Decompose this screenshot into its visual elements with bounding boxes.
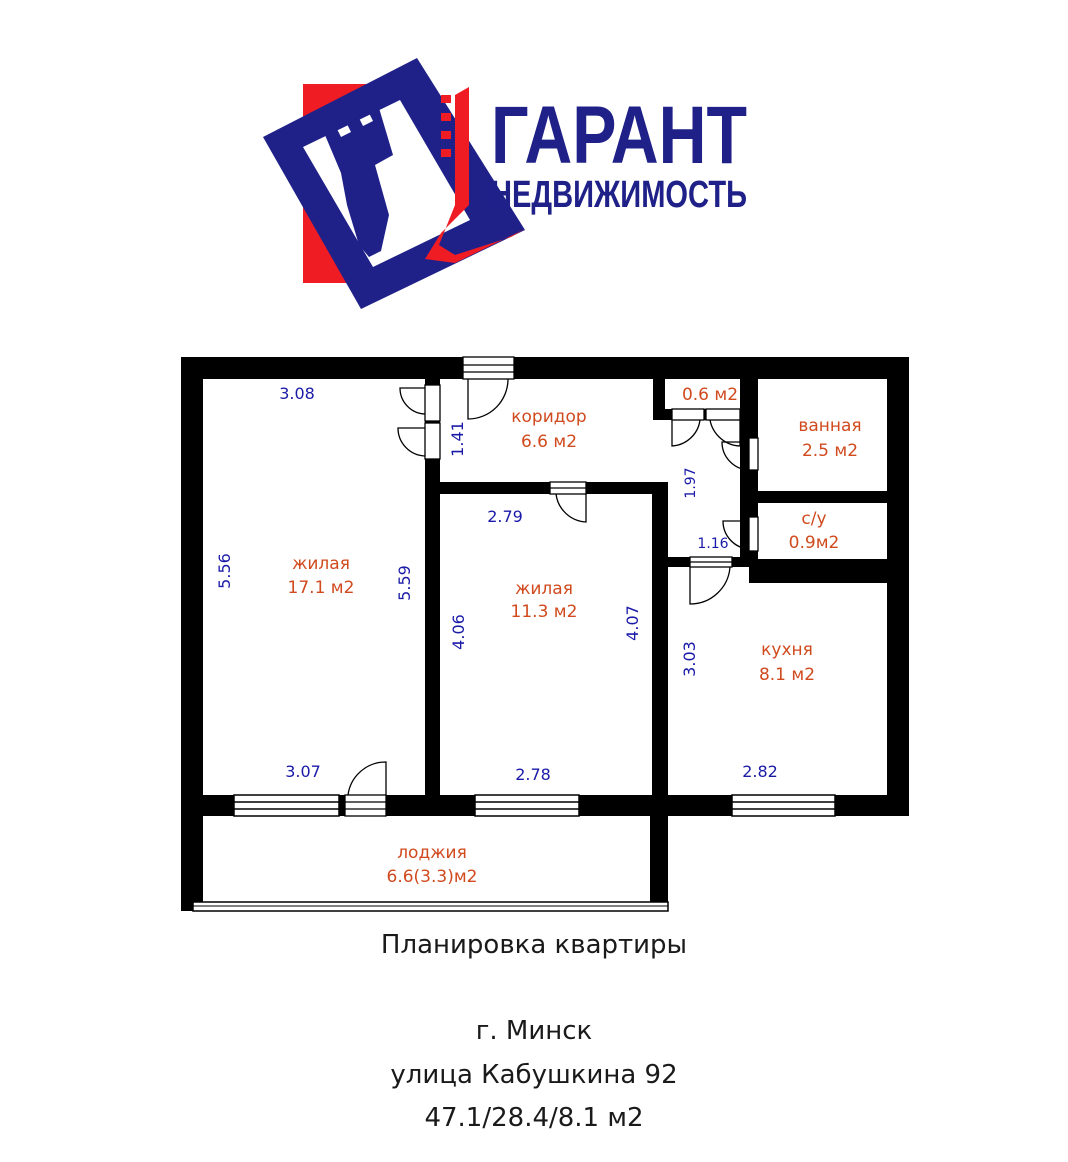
door-living2 bbox=[550, 482, 586, 522]
room-storage bbox=[682, 385, 738, 405]
room-corridor bbox=[511, 407, 586, 452]
room-loggia bbox=[387, 843, 478, 887]
dim-living1-left: 5.56 bbox=[215, 553, 234, 589]
address-city: г. Минск bbox=[475, 1016, 593, 1046]
dim-living2-bottom: 2.78 bbox=[515, 765, 551, 784]
room-living2 bbox=[511, 579, 578, 622]
dim-living1-top: 3.08 bbox=[279, 384, 315, 403]
door-entrance bbox=[463, 357, 514, 419]
dim-hall-height: 1.97 bbox=[683, 467, 699, 499]
plan-title: Планировка квартиры bbox=[380, 930, 688, 960]
room-living1 bbox=[288, 554, 355, 598]
address-street: улица Кабушкина 92 bbox=[390, 1060, 678, 1090]
room-area: 6.6 м2 bbox=[520, 432, 578, 452]
room-name: коридор bbox=[511, 407, 587, 427]
dim-living1-right: 5.59 bbox=[395, 565, 414, 601]
room-name: ванная bbox=[798, 416, 862, 436]
room-area: 2.5 м2 bbox=[801, 441, 859, 461]
loggia-railing bbox=[193, 902, 668, 911]
door-loggia bbox=[345, 762, 386, 816]
dim-living1-bottom: 3.07 bbox=[285, 762, 321, 781]
window-living2 bbox=[475, 795, 579, 816]
brand-tagline: НЕДВИЖИМОСТЬ bbox=[491, 174, 747, 216]
windows bbox=[234, 795, 835, 816]
door-living1-upper bbox=[400, 385, 440, 421]
window-kitchen bbox=[732, 795, 835, 816]
dim-kitchen-bottom: 2.82 bbox=[742, 762, 778, 781]
brand-name: ГАРАНТ bbox=[491, 90, 747, 181]
door-kitchen bbox=[690, 557, 732, 604]
dim-living2-right: 4.07 bbox=[623, 605, 642, 641]
room-wc bbox=[789, 509, 840, 553]
dim-kitchen-left: 3.03 bbox=[680, 641, 699, 677]
dim-hall-width: 1.16 bbox=[697, 536, 729, 552]
room-name: жилая bbox=[292, 554, 350, 574]
dim-living2-top: 2.79 bbox=[487, 507, 523, 526]
door-bath-left bbox=[706, 409, 740, 446]
room-bath bbox=[798, 416, 861, 461]
room-name: жилая bbox=[515, 579, 573, 599]
dim-living2-left: 4.06 bbox=[449, 614, 468, 650]
dim-corridor-height: 1.41 bbox=[448, 421, 467, 457]
room-area: 0.6 м2 bbox=[681, 385, 739, 405]
room-kitchen bbox=[759, 640, 815, 685]
window-living1 bbox=[234, 795, 339, 816]
door-living1-lower bbox=[398, 423, 440, 459]
room-area: 0.9м2 bbox=[788, 533, 840, 553]
room-name: лоджия bbox=[397, 843, 467, 863]
room-area: 17.1 м2 bbox=[287, 578, 355, 598]
room-area: 6.6(3.3)м2 bbox=[386, 867, 478, 887]
room-area: 8.1 м2 bbox=[758, 665, 816, 685]
door-storage bbox=[672, 409, 704, 446]
room-name: с/у bbox=[801, 509, 827, 529]
room-area: 11.3 м2 bbox=[510, 602, 578, 622]
room-name: кухня bbox=[761, 640, 813, 660]
area-summary: 47.1/28.4/8.1 м2 bbox=[424, 1103, 644, 1133]
